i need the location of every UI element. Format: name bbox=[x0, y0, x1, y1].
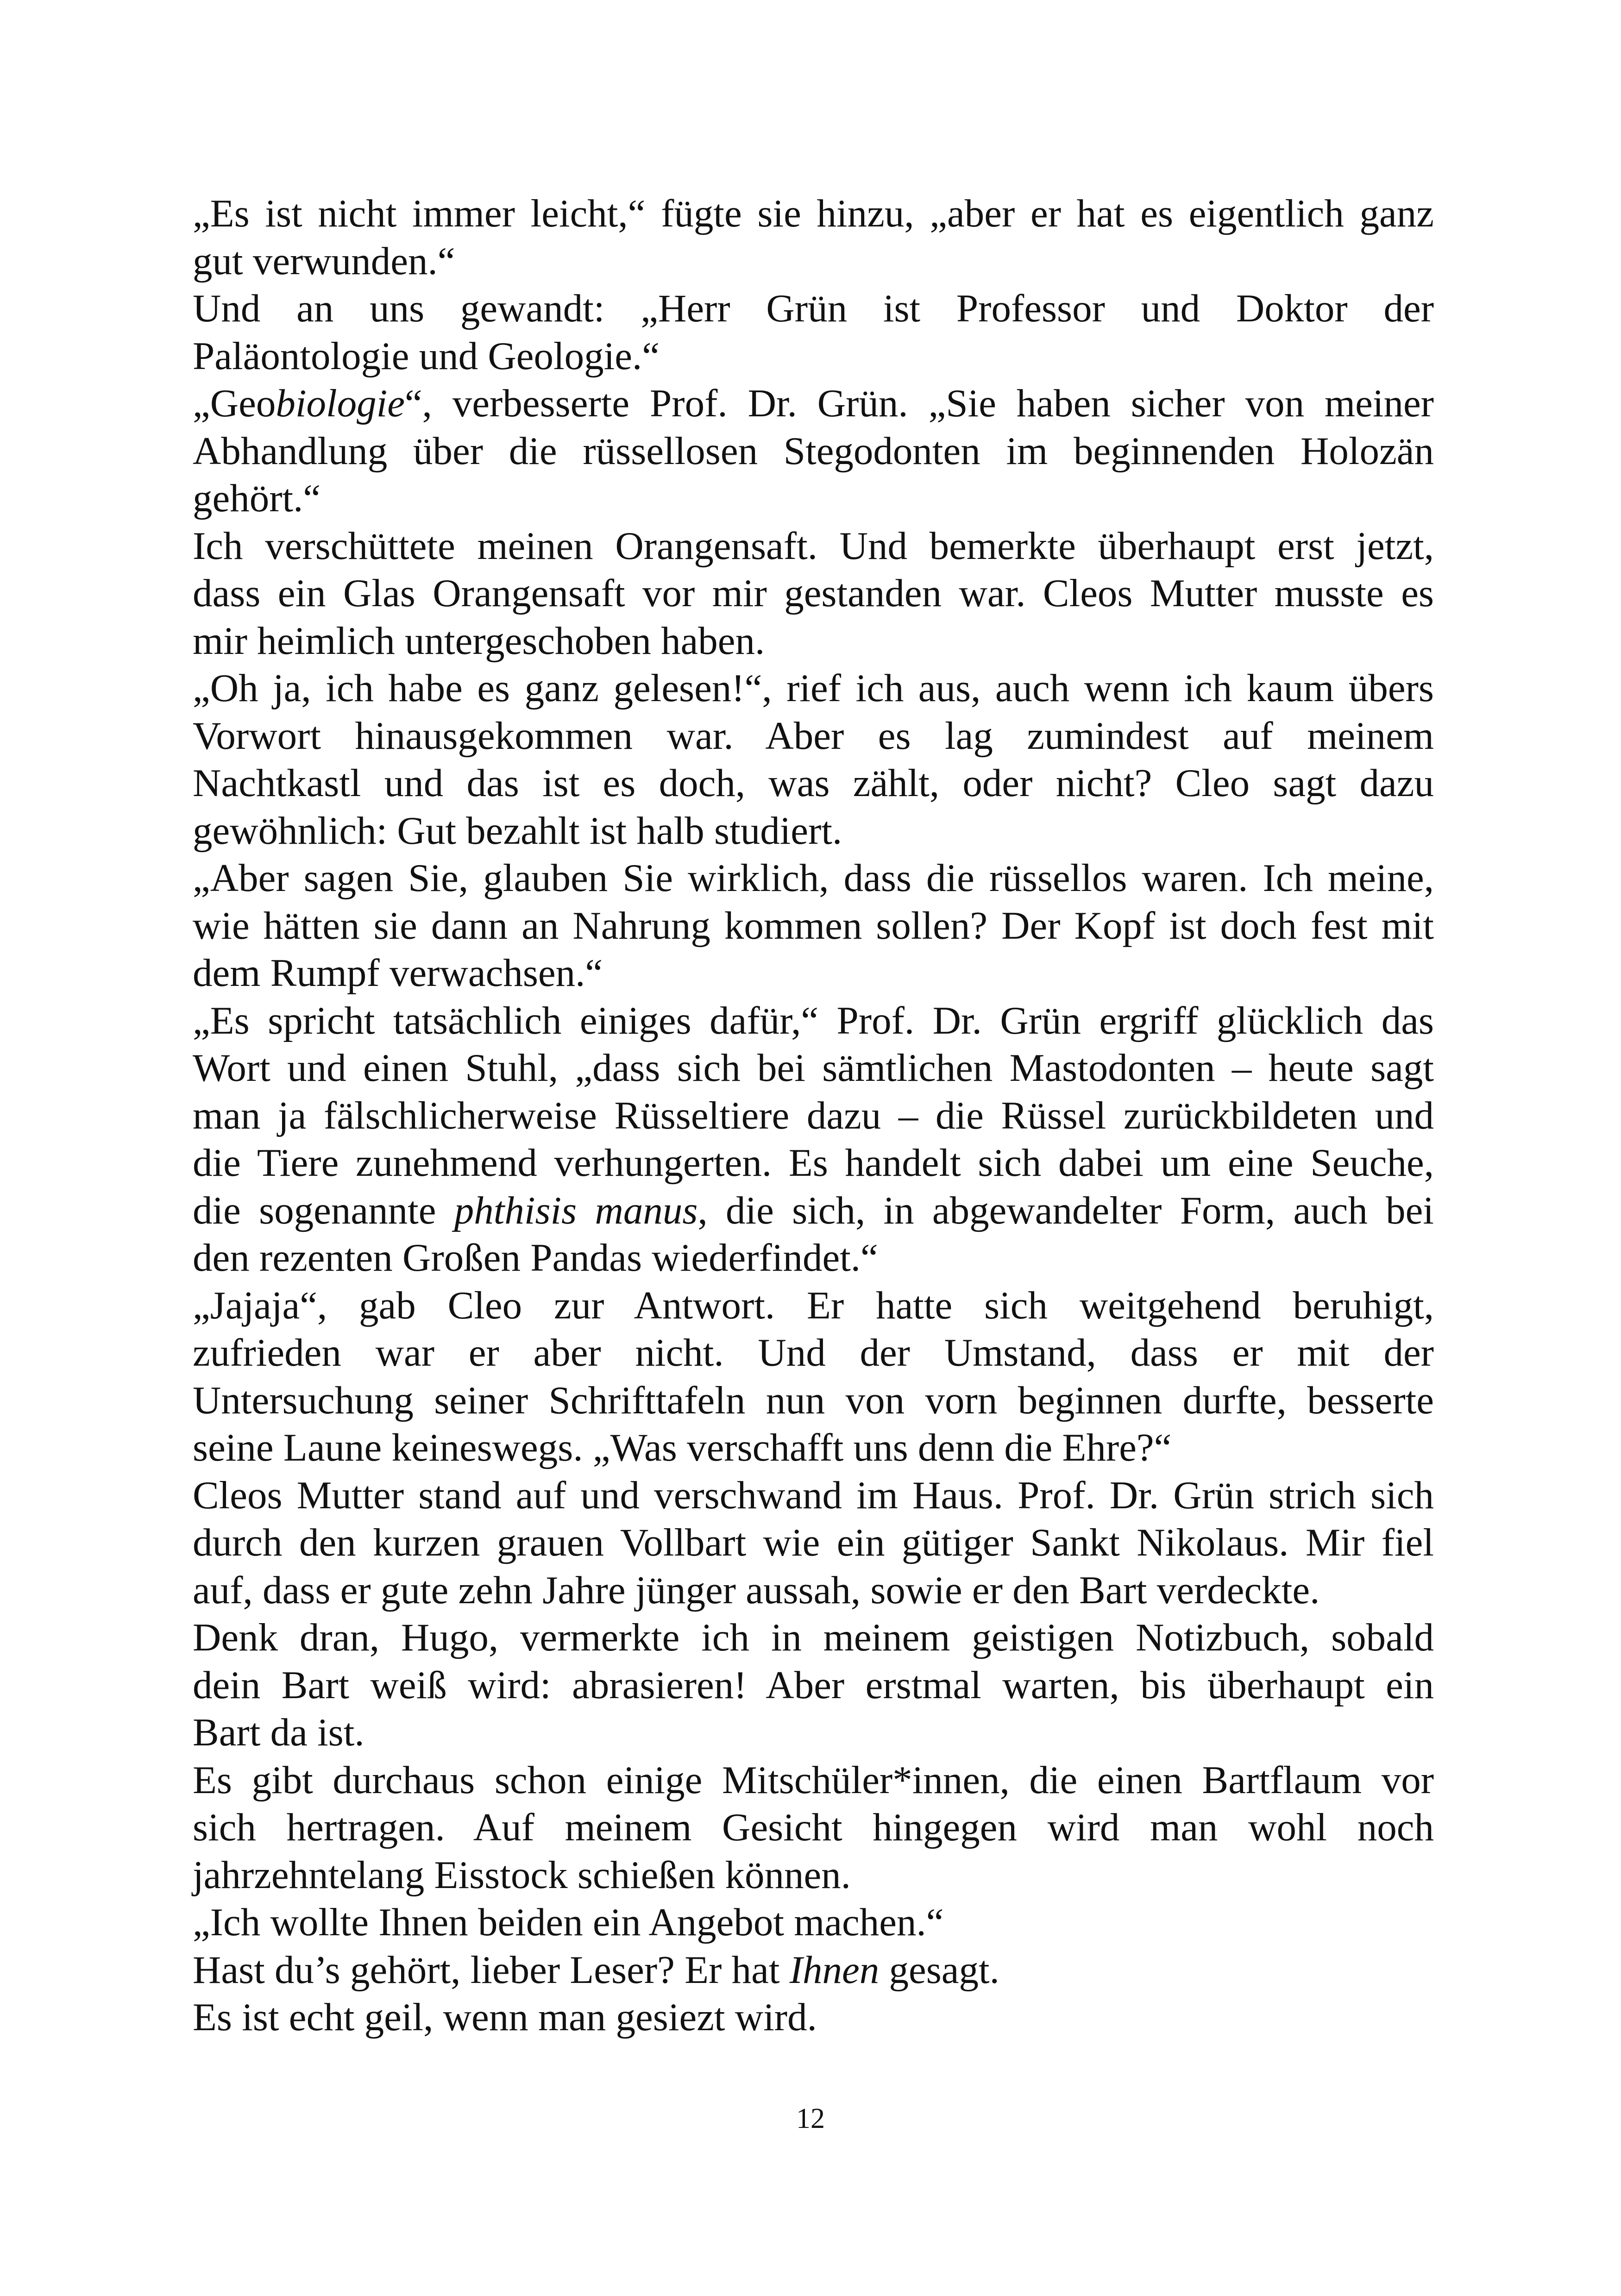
text-line bbox=[193, 285, 1434, 332]
text-segment: Es gibt durchaus schon einige Mitschüler*innen, die einen Bartflaum vor bbox=[193, 1758, 1434, 1802]
text-segment: Wort und einen Stuhl, „dass sich bei sämtlichen Mastodonten – heute sagt bbox=[193, 1046, 1434, 1090]
text-segment: dein Bart weiß wird: abrasieren! Aber erstmal warten, bis überhaupt ein bbox=[193, 1663, 1434, 1707]
text-segment: den rezenten Großen Pandas wiederfindet.“ bbox=[193, 1236, 878, 1280]
text-segment: Hast du’s gehört, lieber Leser? Er hat bbox=[193, 1948, 790, 1992]
text-segment: die sogenannte bbox=[193, 1188, 454, 1232]
text-segment: Abhandlung über die rüssellosen Stegodonten im beginnenden Holozän bbox=[193, 429, 1434, 473]
text-line bbox=[193, 1709, 1434, 1757]
text-line bbox=[193, 380, 1434, 427]
text-line bbox=[193, 1187, 1434, 1235]
text-line bbox=[193, 1567, 1434, 1614]
text-line bbox=[193, 1519, 1434, 1567]
text-segment: , die sich, in abgewandelter Form, auch bei bbox=[697, 1188, 1434, 1232]
text-segment: gewöhnlich: Gut bezahlt ist halb studiert. bbox=[193, 809, 842, 853]
text-segment: gehört.“ bbox=[193, 477, 321, 520]
text-line bbox=[193, 1994, 1434, 2041]
text-line bbox=[193, 807, 1434, 855]
text-segment: “, verbesserte Prof. Dr. Grün. „Sie haben sicher von meiner bbox=[404, 382, 1434, 425]
text-segment: jahrzehntelang Eisstock schießen können. bbox=[193, 1853, 851, 1897]
text-line bbox=[193, 617, 1434, 665]
text-segment: Cleos Mutter stand auf und verschwand im Haus. Prof. Dr. Grün strich sich bbox=[193, 1473, 1434, 1517]
text-segment: „Es ist nicht immer leicht,“ fügte sie hinzu, „aber er hat es eigentlich ganz bbox=[193, 192, 1434, 235]
text-segment: auf, dass er gute zehn Jahre jünger aussah, sowie er den Bart verdeckte. bbox=[193, 1568, 1320, 1612]
text-segment: Paläontologie und Geologie.“ bbox=[193, 334, 660, 378]
italic-text: Ihnen bbox=[789, 1948, 880, 1992]
body-text bbox=[193, 190, 1434, 2041]
text-segment: Denk dran, Hugo, vermerkte ich in meinem geistigen Notizbuch, sobald bbox=[193, 1616, 1434, 1659]
text-line bbox=[193, 949, 1434, 997]
text-segment: mir heimlich untergeschoben haben. bbox=[193, 619, 765, 663]
text-segment: sich hertragen. Auf meinem Gesicht hingegen wird man wohl noch bbox=[193, 1806, 1434, 1849]
text-segment: Und an uns gewandt: „Herr Grün ist Professor und Doktor der bbox=[193, 287, 1434, 330]
text-line bbox=[193, 1329, 1434, 1377]
text-segment: gut verwunden.“ bbox=[193, 239, 455, 283]
text-line bbox=[193, 1282, 1434, 1330]
text-line bbox=[193, 1614, 1434, 1662]
text-line bbox=[193, 1804, 1434, 1851]
text-line bbox=[193, 1757, 1434, 1804]
text-line bbox=[193, 427, 1434, 475]
text-line bbox=[193, 997, 1434, 1045]
text-segment: gesagt. bbox=[879, 1948, 999, 1992]
text-segment: Bart da ist. bbox=[193, 1711, 364, 1754]
text-segment: Nachtkastl und das ist es doch, was zählt, oder nicht? Cleo sagt dazu bbox=[193, 761, 1434, 805]
text-line bbox=[193, 854, 1434, 902]
text-segment: Es ist echt geil, wenn man gesiezt wird. bbox=[193, 1995, 817, 2039]
text-line bbox=[193, 1092, 1434, 1140]
text-segment: „Oh ja, ich habe es ganz gelesen!“, rief ich aus, auch wenn ich kaum übers bbox=[193, 666, 1434, 710]
text-line bbox=[193, 1044, 1434, 1092]
text-line bbox=[193, 332, 1434, 380]
text-line bbox=[193, 1234, 1434, 1282]
text-segment: wie hätten sie dann an Nahrung kommen sollen? Der Kopf ist doch fest mit bbox=[193, 903, 1434, 947]
text-line bbox=[193, 1662, 1434, 1709]
text-line bbox=[193, 759, 1434, 807]
text-line bbox=[193, 570, 1434, 617]
text-segment: man ja fälschlicherweise Rüsseltiere dazu – die Rüssel zurückbildeten und bbox=[193, 1093, 1434, 1137]
text-line bbox=[193, 1899, 1434, 1946]
page-number: 12 bbox=[796, 2103, 825, 2134]
text-line bbox=[193, 1377, 1434, 1424]
text-line bbox=[193, 475, 1434, 522]
text-line bbox=[193, 1851, 1434, 1899]
text-line bbox=[193, 190, 1434, 238]
text-segment: seine Laune keineswegs. „Was verschafft uns denn die Ehre?“ bbox=[193, 1426, 1172, 1469]
italic-text: biologie bbox=[276, 382, 405, 425]
text-segment: dem Rumpf verwachsen.“ bbox=[193, 951, 603, 995]
italic-text: phthisis manus bbox=[454, 1188, 698, 1232]
text-segment: zufrieden war er aber nicht. Und der Umstand, dass er mit der bbox=[193, 1331, 1434, 1374]
text-line bbox=[193, 522, 1434, 570]
text-segment: „Ich wollte Ihnen beiden ein Angebot machen.“ bbox=[193, 1901, 944, 1944]
text-segment: „Es spricht tatsächlich einiges dafür,“ Prof. Dr. Grün ergriff glücklich das bbox=[193, 998, 1434, 1042]
text-line bbox=[193, 665, 1434, 712]
text-segment: „Jajaja“, gab Cleo zur Antwort. Er hatte sich weitgehend beruhigt, bbox=[193, 1283, 1434, 1327]
text-line bbox=[193, 238, 1434, 285]
text-line bbox=[193, 1946, 1434, 1994]
text-segment: „Aber sagen Sie, glauben Sie wirklich, dass die rüssellos waren. Ich meine, bbox=[193, 856, 1434, 900]
text-line bbox=[193, 1472, 1434, 1519]
text-segment: die Tiere zunehmend verhungerten. Es handelt sich dabei um eine Seuche, bbox=[193, 1141, 1434, 1185]
text-segment: Untersuchung seiner Schrifttafeln nun von vorn beginnen durfte, besserte bbox=[193, 1378, 1434, 1422]
text-segment: Ich verschüttete meinen Orangensaft. Und bemerkte überhaupt erst jetzt, bbox=[193, 524, 1434, 568]
text-segment: durch den kurzen grauen Vollbart wie ein gütiger Sankt Nikolaus. Mir fiel bbox=[193, 1521, 1434, 1564]
text-line bbox=[193, 1139, 1434, 1187]
text-line bbox=[193, 1424, 1434, 1472]
text-line bbox=[193, 712, 1434, 760]
text-segment: Vorwort hinausgekommen war. Aber es lag zumindest auf meinem bbox=[193, 714, 1434, 758]
text-segment: „Geo bbox=[193, 382, 276, 425]
text-line bbox=[193, 902, 1434, 950]
text-segment: dass ein Glas Orangensaft vor mir gestanden war. Cleos Mutter musste es bbox=[193, 571, 1434, 615]
